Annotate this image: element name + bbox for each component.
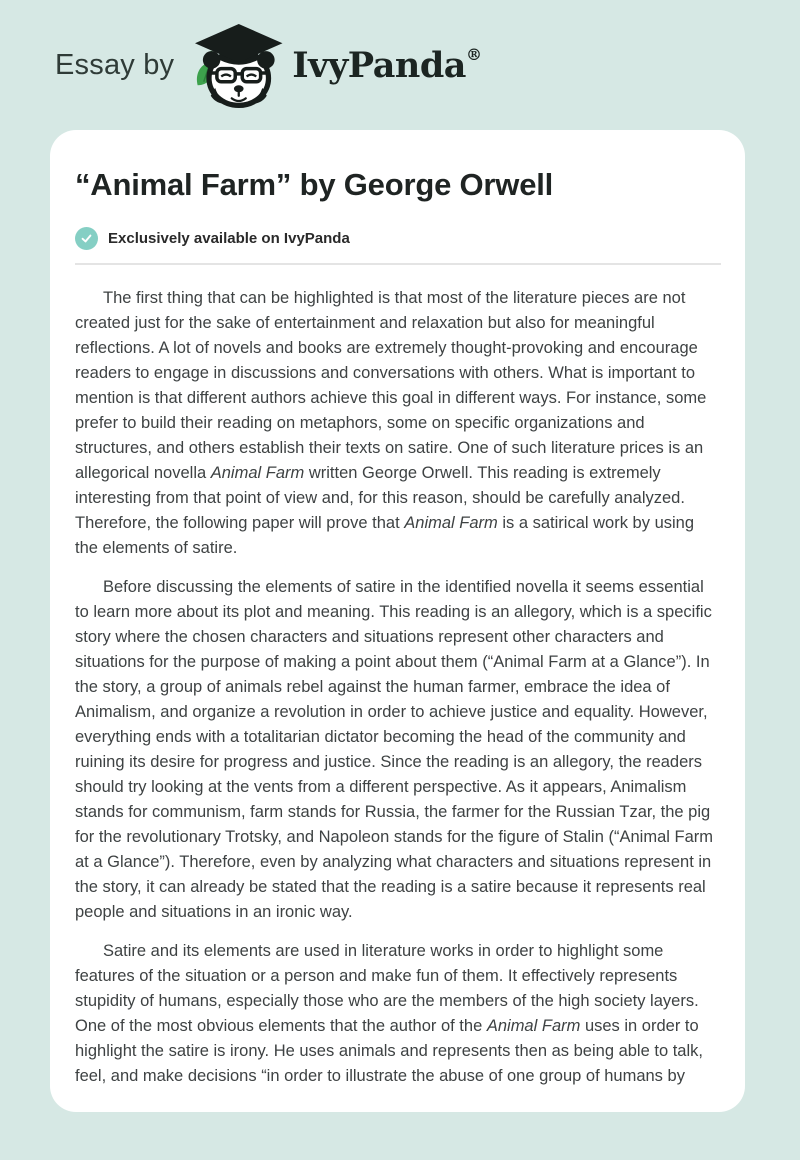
brand-logo[interactable]	[188, 17, 481, 113]
essay-paragraph: Before discussing the elements of satire in the identified novella it seems essential to learn more about its plot and meaning. This reading is an allegory, which is a specific story where the chosen characters and situations represent other characters and situations for the purpose of making a point about them (“Animal Farm at a Glance”). In the story, a group of animals rebel against the human farmer, embrace the idea of Animalism, and organize a revolution in order to achieve justice and equality. However, everything ends with a totalitarian dictator becoming the head of the community and ruining its desire for progress and justice. Since the reading is an allegory, the readers should try looking at the vents from a different perspective. As it appears, Animalism stands for communism, farm stands for Russia, the farmer for the Russian Tzar, the pig for the revolutionary Trotsky, and Napoleon stands for the figure of Stalin (“Animal Farm at a Glance”). Therefore, even by analyzing what characters and situations represent in the story, it can already be stated that the reading is a satire because it represents real people and situations in an ironic way.	[75, 578, 713, 921]
registered-trademark: ®	[465, 44, 482, 64]
exclusive-badge	[75, 227, 721, 250]
exclusive-badge-label: Exclusively available on IvyPanda	[108, 230, 350, 247]
page-header	[0, 0, 800, 130]
essay-title: “Animal Farm” by George Orwell	[75, 167, 554, 202]
brand-name: IvyPanda ®	[292, 44, 482, 86]
essay-by-label: Essay by	[55, 48, 175, 81]
ivypanda-panda-icon	[188, 19, 286, 113]
essay-body	[75, 286, 721, 1089]
divider	[75, 263, 721, 265]
essay-paragraph: Satire and its elements are used in literature works in order to highlight some features of the situation or a person and make fun of them. It effectively represents stupidity of humans, especially those who are the members of the high society layers. One of the most obvious elements that the author of the Animal Farm uses in order to highlight the satire is irony. He uses animals and represents then as being able to talk, feel, and make decisions “in order to illustrate the abuse of one group of humans by	[75, 942, 703, 1085]
essay-card	[50, 130, 745, 1112]
essay-paragraph: The first thing that can be highlighted is that most of the literature pieces are not created just for the sake of entertainment and relaxation but also for meaningful reflections. A lot of novels and books are extremely thought-provoking and encourage readers to engage in discussions and conversations with others. What is important to mention is that different authors achieve this goal in different ways. For instance, some prefer to build their reading on metaphors, some on specific organizations and structures, and others establish their texts on satire. One of such literature prices is an allegorical novella Animal Farm written George Orwell. This reading is extremely interesting from that point of view and, for this reason, should be carefully analyzed. Therefore, the following paper will prove that Animal Farm is a satirical work by using the elements of satire.	[75, 289, 707, 557]
checkmark-icon	[75, 227, 98, 250]
